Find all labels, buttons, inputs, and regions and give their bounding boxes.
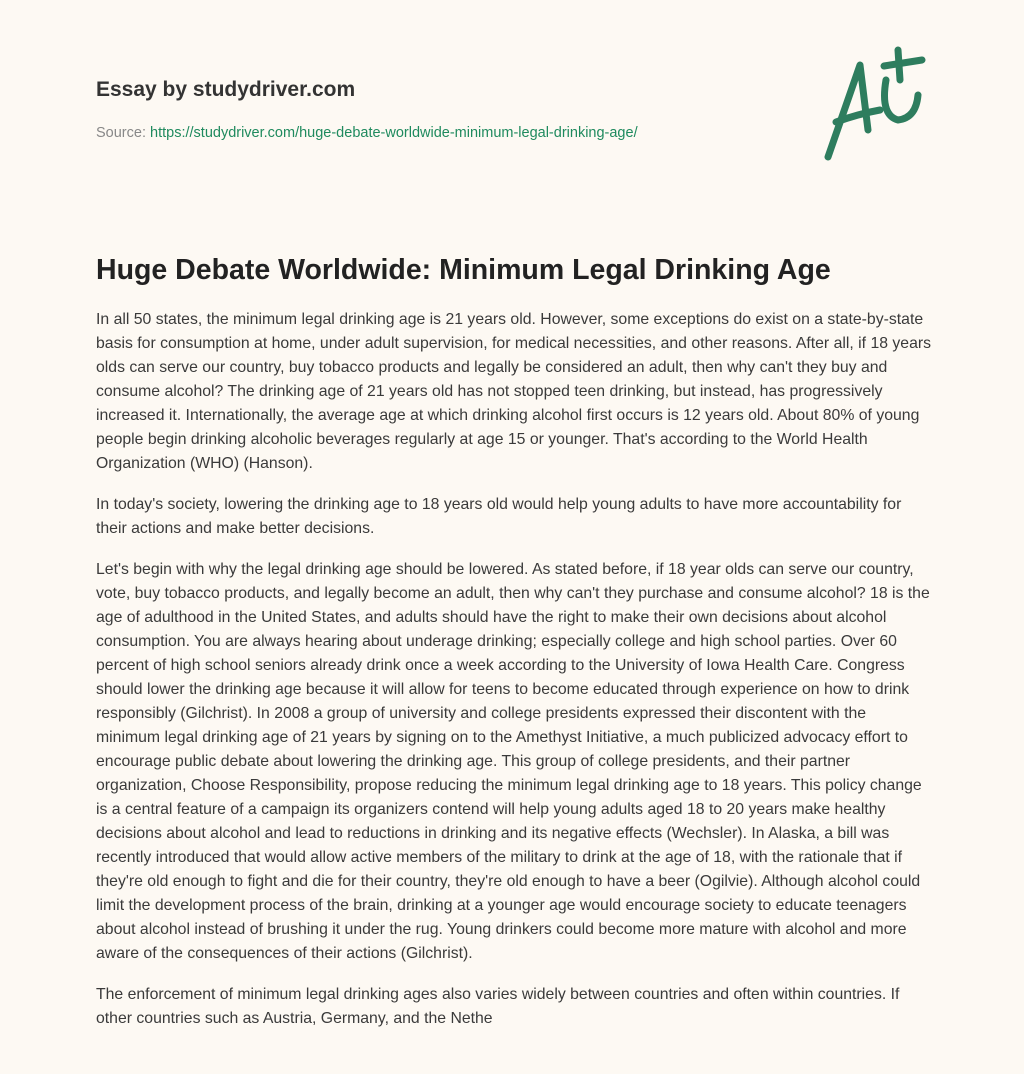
- article-body: [96, 308, 932, 1031]
- paragraph: Let's begin with why the legal drinking age should be lowered. As stated before, if 18 year olds can serve our country, vote, buy tobacco products, and legally become an adult, then why can't they purchase and consume alcohol? 18 is the age of adulthood in the United States, and adults should have the right to make their own decisions about alcohol consumption. You are always hearing about underage drinking; especially college and high school parties. Over 60 percent of high school seniors already drink once a week according to the University of Iowa Health Care. Congress should lower the drinking age because it will allow for teens to become educated through experience on how to drink responsibly (Gilchrist). In 2008 a group of university and college presidents expressed their discontent with the minimum legal drinking age of 21 years by signing on to the Amethyst Initiative, a much publicized advocacy effort to encourage public debate about lowering the drinking age. This group of college presidents, and their partner organization, Choose Responsibility, propose reducing the minimum legal drinking age to 18 years. This policy change is a central feature of a campaign its organizers contend will help young adults aged 18 to 20 years make healthy decisions about alcohol and lead to reductions in drinking and its negative effects (Wechsler). In Alaska, a bill was recently introduced that would allow active members of the military to drink at the age of 18, with the rationale that if they're old enough to fight and die for their country, they're old enough to have a beer (Ogilvie). Although alcohol could limit the development process of the brain, drinking at a younger age would encourage society to educate teenagers about alcohol instead of brushing it under the rug. Young drinkers could become more mature with alcohol and more aware of the consequences of their actions (Gilchrist).: [96, 561, 930, 962]
- source-line: [96, 124, 638, 142]
- paragraph: The enforcement of minimum legal drinking ages also varies widely between countries and often within countries. If other countries such as Austria, Germany, and the Nethe: [96, 986, 900, 1027]
- paragraph: In all 50 states, the minimum legal drinking age is 21 years old. However, some exceptions do exist on a state-by-state basis for consumption at home, under adult supervision, for medical necessities, and other reasons. After all, if 18 years olds can serve our country, buy tobacco products and legally be considered an adult, then why can't they buy and consume alcohol? The drinking age of 21 years old has not stopped teen drinking, but instead, has progressively increased it. Internationally, the average age at which drinking alcohol first occurs is 12 years old. About 80% of young people begin drinking alcoholic beverages regularly at age 15 or younger. That's according to the World Health Organization (WHO) (Hanson).: [96, 311, 932, 472]
- source-link[interactable]: https://studydriver.com/huge-debate-worldwide-minimum-legal-drinking-age/: [150, 125, 638, 141]
- source-label: Source:: [96, 125, 146, 141]
- article-title: Huge Debate Worldwide: Minimum Legal Drinking Age: [96, 254, 831, 286]
- a-plus-logo-icon: [818, 40, 928, 165]
- brand-title: Essay by studydriver.com: [96, 78, 356, 101]
- paragraph: In today's society, lowering the drinking age to 18 years old would help young adults to have more accountability for their actions and make better decisions.: [96, 496, 902, 537]
- article: [96, 252, 932, 1048]
